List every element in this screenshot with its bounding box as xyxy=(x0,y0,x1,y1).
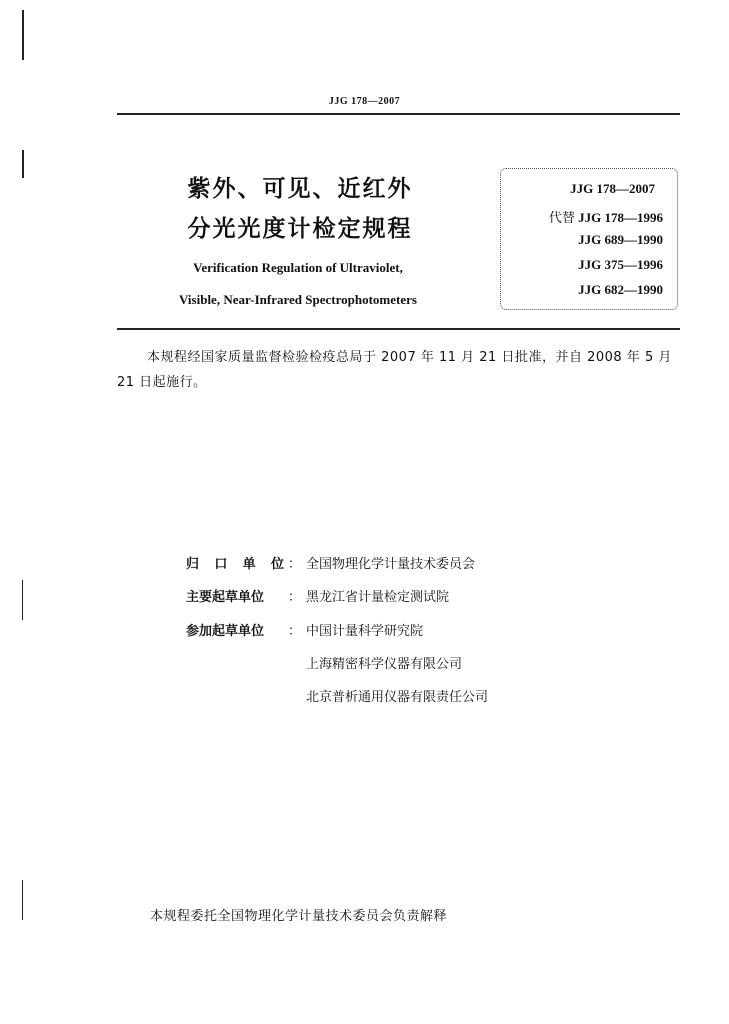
participant-org: 北京普析通用仪器有限责任公司 xyxy=(306,690,489,705)
document-code-header: JJG 178—2007 xyxy=(328,96,401,107)
title-en-line1: Verification Regulation of Ultraviolet, xyxy=(193,260,403,275)
replaced-code: JJG 375—1996 xyxy=(578,257,663,272)
approval-statement: 本规程经国家质量监督检验检疫总局于 2007 年 11 月 21 日批准，并自 2008 年 5 月 21 日起施行。 xyxy=(117,350,672,390)
owner-label-char: 单 xyxy=(242,557,256,572)
replaces-line xyxy=(549,207,663,226)
replacement-box xyxy=(500,168,678,310)
title-en-line2: Visible, Near-Infrared Spectrophotometers xyxy=(179,292,417,307)
owner-label-char: 位 xyxy=(270,557,284,572)
replaced-code: JJG 682—1990 xyxy=(578,282,663,297)
owner-label xyxy=(186,553,284,572)
title-zh-line1: 紫外、可见、近红外 xyxy=(187,176,413,202)
scan-margin-mark xyxy=(22,580,23,620)
scan-margin-mark xyxy=(22,150,24,178)
owner-label-char: 归 xyxy=(186,557,200,572)
title-zh-line2: 分光光度计检定规程 xyxy=(187,216,413,242)
replaced-code: JJG 689—1990 xyxy=(578,232,663,247)
participant-org: 中国计量科学研究院 xyxy=(306,624,424,639)
owner-label-char: 口 xyxy=(214,557,228,572)
participants-label: 参加起草单位 xyxy=(186,624,265,639)
interpretation-note: 本规程委托全国物理化学计量技术委员会负责解释 xyxy=(150,909,448,924)
label-colon: ： xyxy=(288,624,302,639)
main-drafter-label: 主要起草单位 xyxy=(186,590,265,605)
replaces-prefix: 代替 xyxy=(548,211,575,226)
replaced-code: JJG 178—1996 xyxy=(578,210,663,225)
main-drafter-value: 黑龙江省计量检定测试院 xyxy=(306,590,450,605)
label-colon: ： xyxy=(288,590,302,605)
title-rule xyxy=(117,328,680,330)
header-rule xyxy=(117,113,680,115)
label-colon: ： xyxy=(288,557,302,572)
scan-margin-mark xyxy=(22,10,24,60)
current-standard-code: JJG 178—2007 xyxy=(570,181,655,196)
scan-margin-mark xyxy=(22,880,23,920)
owner-value: 全国物理化学计量技术委员会 xyxy=(306,557,476,572)
participant-org: 上海精密科学仪器有限公司 xyxy=(306,657,463,672)
